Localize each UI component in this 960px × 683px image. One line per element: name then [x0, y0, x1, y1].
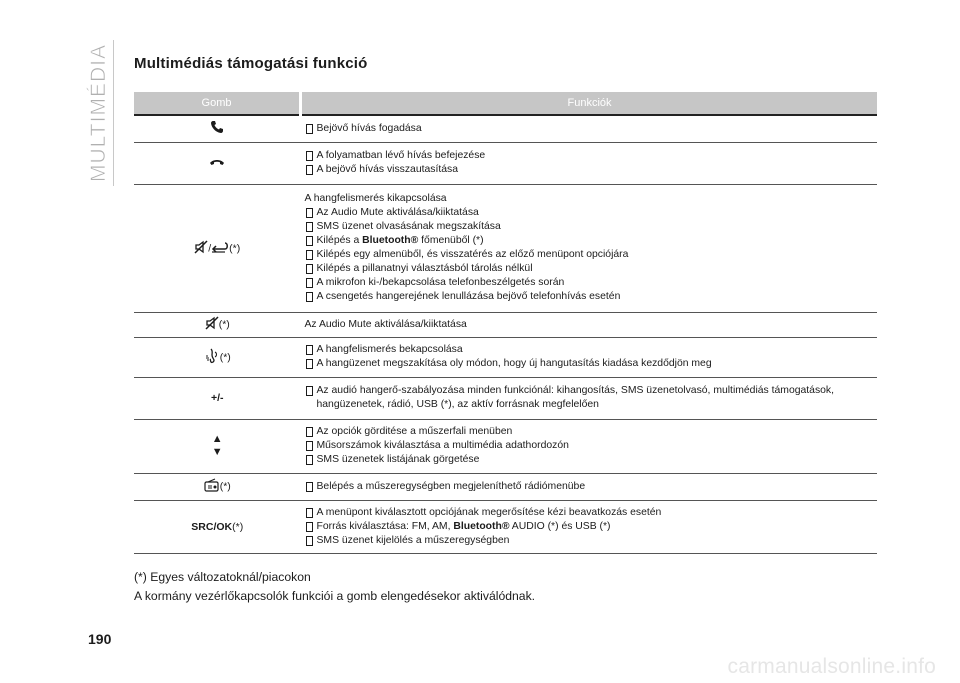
watermark: carmanualsonline.info	[727, 655, 936, 678]
table-row	[134, 142, 877, 184]
item-text: főmenüből (*)	[418, 235, 484, 246]
function-item: A hangfelismerés kikapcsolása	[304, 193, 447, 204]
function-item: SMS üzenet olvasásának megszakítása	[305, 220, 874, 234]
button-cell	[134, 377, 301, 419]
item-text: Forrás kiválasztása: FM, AM,	[316, 520, 454, 532]
function-item: A mikrofon ki-/bekapcsolása telefonbeszélgetés során	[305, 276, 874, 290]
function-item: A folyamatban lévő hívás befejezése	[305, 149, 874, 163]
function-item: Bejövő hívás fogadása	[305, 122, 874, 136]
key-note: (*)	[218, 318, 230, 331]
key-note: (*)	[232, 520, 244, 533]
function-cell	[301, 473, 878, 500]
function-item: A hangfelismerés bekapcsolása	[305, 343, 874, 357]
header-button: Gomb	[134, 92, 301, 115]
key-label: +/-	[210, 392, 224, 404]
end-icon	[211, 241, 229, 256]
function-item: Kilépés egy almenüből, és visszatérés az előző menüpont opciójára	[305, 248, 874, 262]
phone-hangup-icon	[209, 157, 225, 170]
function-item: Belépés a műszeregységben megjeleníthető rádiómenübe	[305, 480, 874, 494]
function-cell	[301, 419, 878, 473]
footnote: (*) Egyes változatoknál/piacokon	[134, 570, 311, 584]
function-item: Az Audio Mute aktiválása/kiiktatása	[304, 318, 467, 330]
table-row	[134, 377, 877, 419]
key-separator: /	[208, 241, 212, 254]
table-row	[134, 312, 877, 337]
key-note: (*)	[219, 480, 231, 493]
function-item: A csengetés hangerejének lenullázása bejövő telefonhívás esetén	[305, 290, 874, 304]
section-tab	[88, 40, 110, 186]
button-cell	[134, 500, 301, 553]
note: A kormány vezérlőkapcsolók funkciói a gomb elengedésekor aktiválódnak.	[134, 589, 536, 603]
button-cell	[134, 115, 301, 142]
function-item	[305, 234, 874, 248]
function-item: SMS üzenet kijelölés a műszeregységben	[305, 534, 874, 548]
mute-icon	[194, 240, 208, 257]
function-cell	[301, 142, 878, 184]
header-functions: Funkciók	[301, 92, 878, 115]
function-cell	[301, 377, 878, 419]
table-row	[134, 473, 877, 500]
item-text: AUDIO (*) és USB (*)	[509, 520, 611, 532]
divider	[113, 40, 114, 186]
function-item: Az Audio Mute aktiválása/kiiktatása	[305, 206, 874, 220]
button-cell	[134, 337, 301, 377]
phone-answer-icon	[210, 120, 224, 137]
function-item: Az audió hangerő-szabályozása minden funkciónál: kihangosítás, SMS üzenetolvasó, multimédiás támogatások, hangüzenetek, rádió, USB (*), az aktív forrásnak megfelelően	[305, 384, 874, 412]
function-item: Az opciók görditése a műszerfali menüben	[305, 425, 874, 439]
section-label: MULTIMÉDIA	[87, 44, 110, 182]
table-row	[134, 115, 877, 142]
function-item: SMS üzenetek listájának görgetése	[305, 453, 874, 467]
function-item: A menüpont kiválasztott opciójának megerősítése kézi beavatkozás esetén	[305, 506, 874, 520]
button-cell	[134, 473, 301, 500]
function-item: A bejövő hívás visszautasítása	[305, 163, 874, 177]
button-cell	[134, 419, 301, 473]
table-row	[134, 419, 877, 473]
button-cell	[134, 312, 301, 337]
arrow-up-icon: ▲	[211, 433, 223, 445]
function-item	[305, 520, 874, 534]
function-cell	[301, 337, 878, 377]
function-cell	[301, 115, 878, 142]
item-bold: Bluetooth®	[453, 520, 510, 532]
function-table	[134, 92, 877, 554]
table-row	[134, 500, 877, 553]
function-item: Műsorszámok kiválasztása a multimédia adathordozón	[305, 439, 874, 453]
mute-icon	[205, 316, 219, 333]
function-cell	[301, 500, 878, 553]
function-cell	[301, 312, 878, 337]
arrow-down-icon: ▼	[211, 446, 223, 458]
page-number: 190	[88, 631, 112, 647]
function-item: A hangüzenet megszakítása oly módon, hogy új hangutasítás kiadása kezdődjön meg	[305, 357, 874, 371]
key-note: (*)	[219, 350, 231, 363]
button-cell	[134, 184, 301, 312]
table-row	[134, 184, 877, 312]
radio-menu-icon	[204, 478, 220, 495]
function-cell	[301, 184, 878, 312]
table-row	[134, 337, 877, 377]
function-item: Kilépés a pillanatnyi választásból tárolás nélkül	[305, 262, 874, 276]
key-note: (*)	[229, 241, 241, 254]
page-title: Multimédiás támogatási funkció	[134, 55, 368, 72]
button-cell	[134, 142, 301, 184]
key-label: SRC/OK	[191, 520, 233, 533]
item-text: Kilépés a	[316, 235, 363, 246]
item-bold: Bluetooth®	[362, 235, 419, 246]
voice-icon	[204, 348, 220, 367]
